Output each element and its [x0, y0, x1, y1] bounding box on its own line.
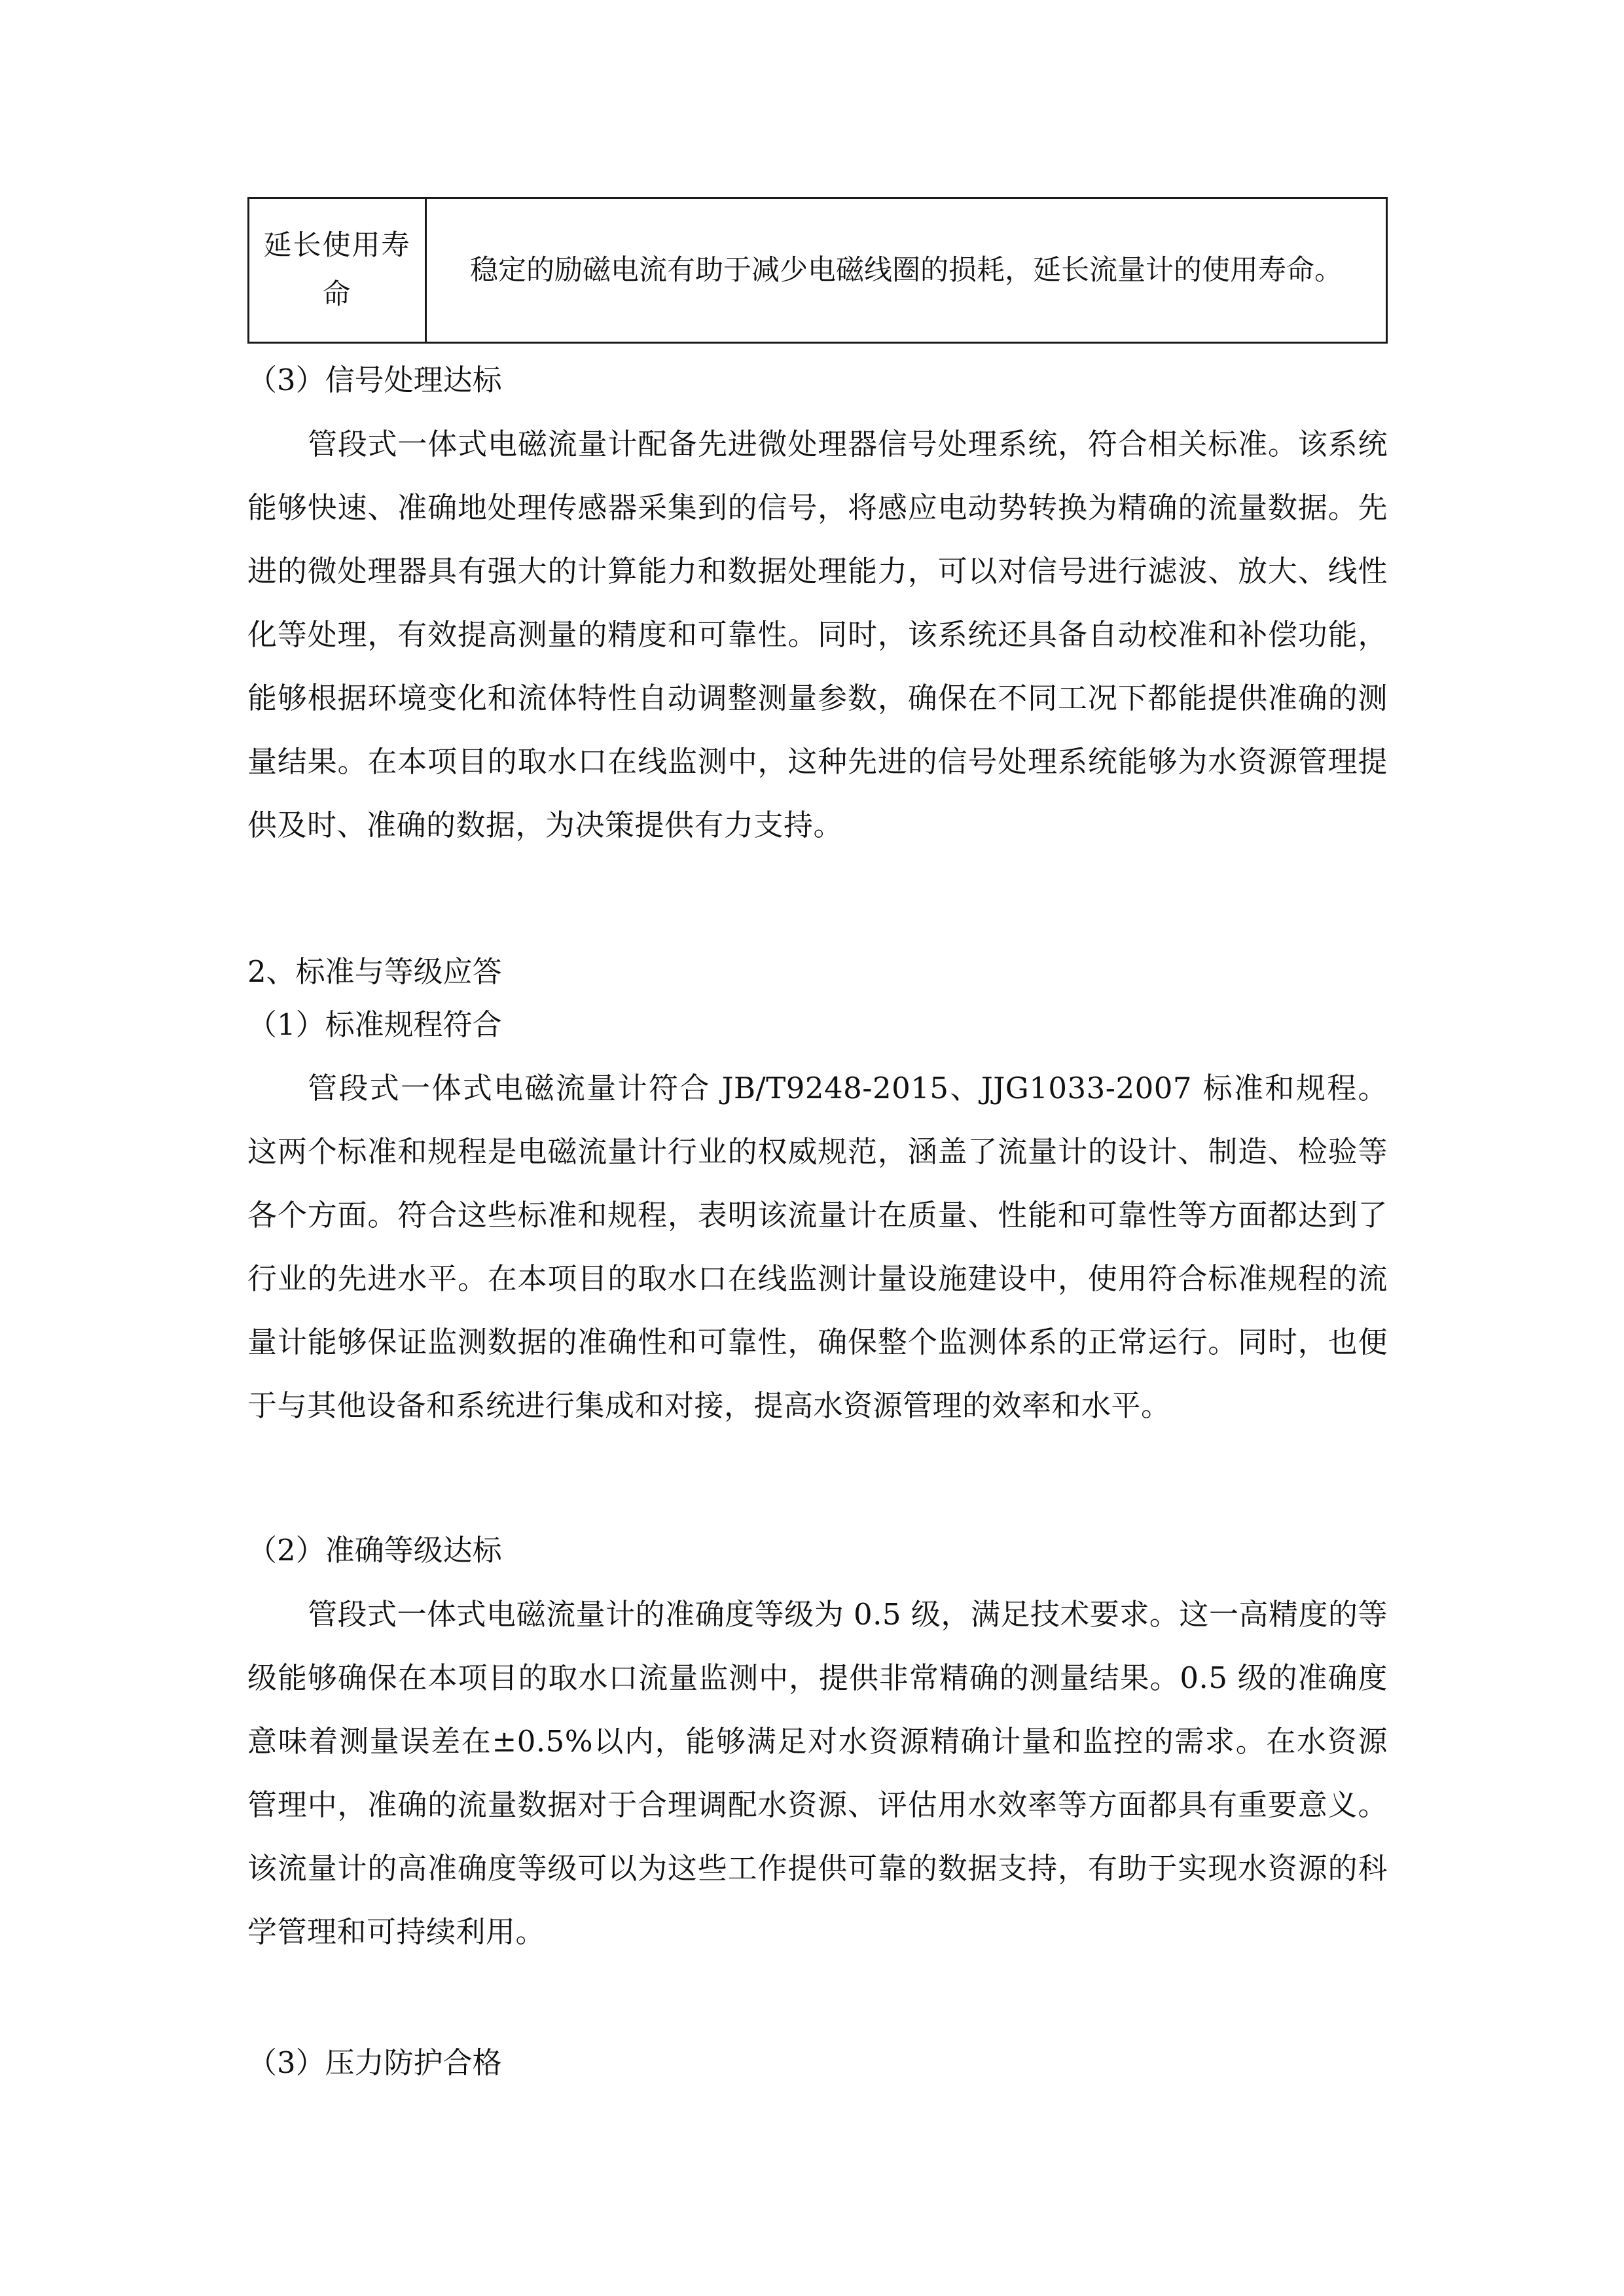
- requirement-table: [247, 197, 1388, 344]
- paragraph-standard-compliance: 管段式一体式电磁流量计符合 JB/T9248-2015、JJG1033-2007 标准和规程。这两个标准和规程是电磁流量计行业的权威规范，涵盖了流量计的设计、制造、检验等各个方面。符合这些标准和规程，表明该流量计在质量、性能和可靠性等方面都达到了行业的先进水平。在本项目的取水口在线监测计量设施建设中，使用符合标准规程的流量计能够保证监测数据的准确性和可靠性，确保整个监测体系的正常运行。同时，也便于与其他设备和系统进行集成和对接，提高水资源管理的效率和水平。: [247, 1071, 1388, 1423]
- section-heading-standard-compliance: （1）标准规程符合: [247, 1007, 502, 1042]
- table-row: [249, 198, 1387, 343]
- table-cell-label: 延长使用寿命: [249, 198, 426, 343]
- section-heading-pressure-protection: （3）压力防护合格: [247, 2045, 502, 2080]
- section-heading-standards-grade: 2、标准与等级应答: [247, 954, 502, 989]
- table-cell-description: 稳定的励磁电流有助于减少电磁线圈的损耗，延长流量计的使用寿命。: [426, 198, 1387, 343]
- section-heading-accuracy-grade: （2）准确等级达标: [247, 1533, 502, 1568]
- paragraph-accuracy-grade: 管段式一体式电磁流量计的准确度等级为 0.5 级，满足技术要求。这一高精度的等级能够确保在本项目的取水口流量监测中，提供非常精确的测量结果。0.5 级的准确度意味着测量误差在±0.5%以内，能够满足对水资源精确计量和监控的需求。在水资源管理中，准确的流量数据对于合理调配水资源、评估用水效率等方面都具有重要意义。该流量计的高准确度等级可以为这些工作提供可靠的数据支持，有助于实现水资源的科学管理和可持续利用。: [247, 1597, 1388, 1949]
- section-heading-signal-processing: （3）信号处理达标: [247, 363, 502, 397]
- paragraph-signal-processing: 管段式一体式电磁流量计配备先进微处理器信号处理系统，符合相关标准。该系统能够快速、准确地处理传感器采集到的信号，将感应电动势转换为精确的流量数据。先进的微处理器具有强大的计算能力和数据处理能力，可以对信号进行滤波、放大、线性化等处理，有效提高测量的精度和可靠性。同时，该系统还具备自动校准和补偿功能，能够根据环境变化和流体特性自动调整测量参数，确保在不同工况下都能提供准确的测量结果。在本项目的取水口在线监测中，这种先进的信号处理系统能够为水资源管理提供及时、准确的数据，为决策提供有力支持。: [247, 427, 1388, 842]
